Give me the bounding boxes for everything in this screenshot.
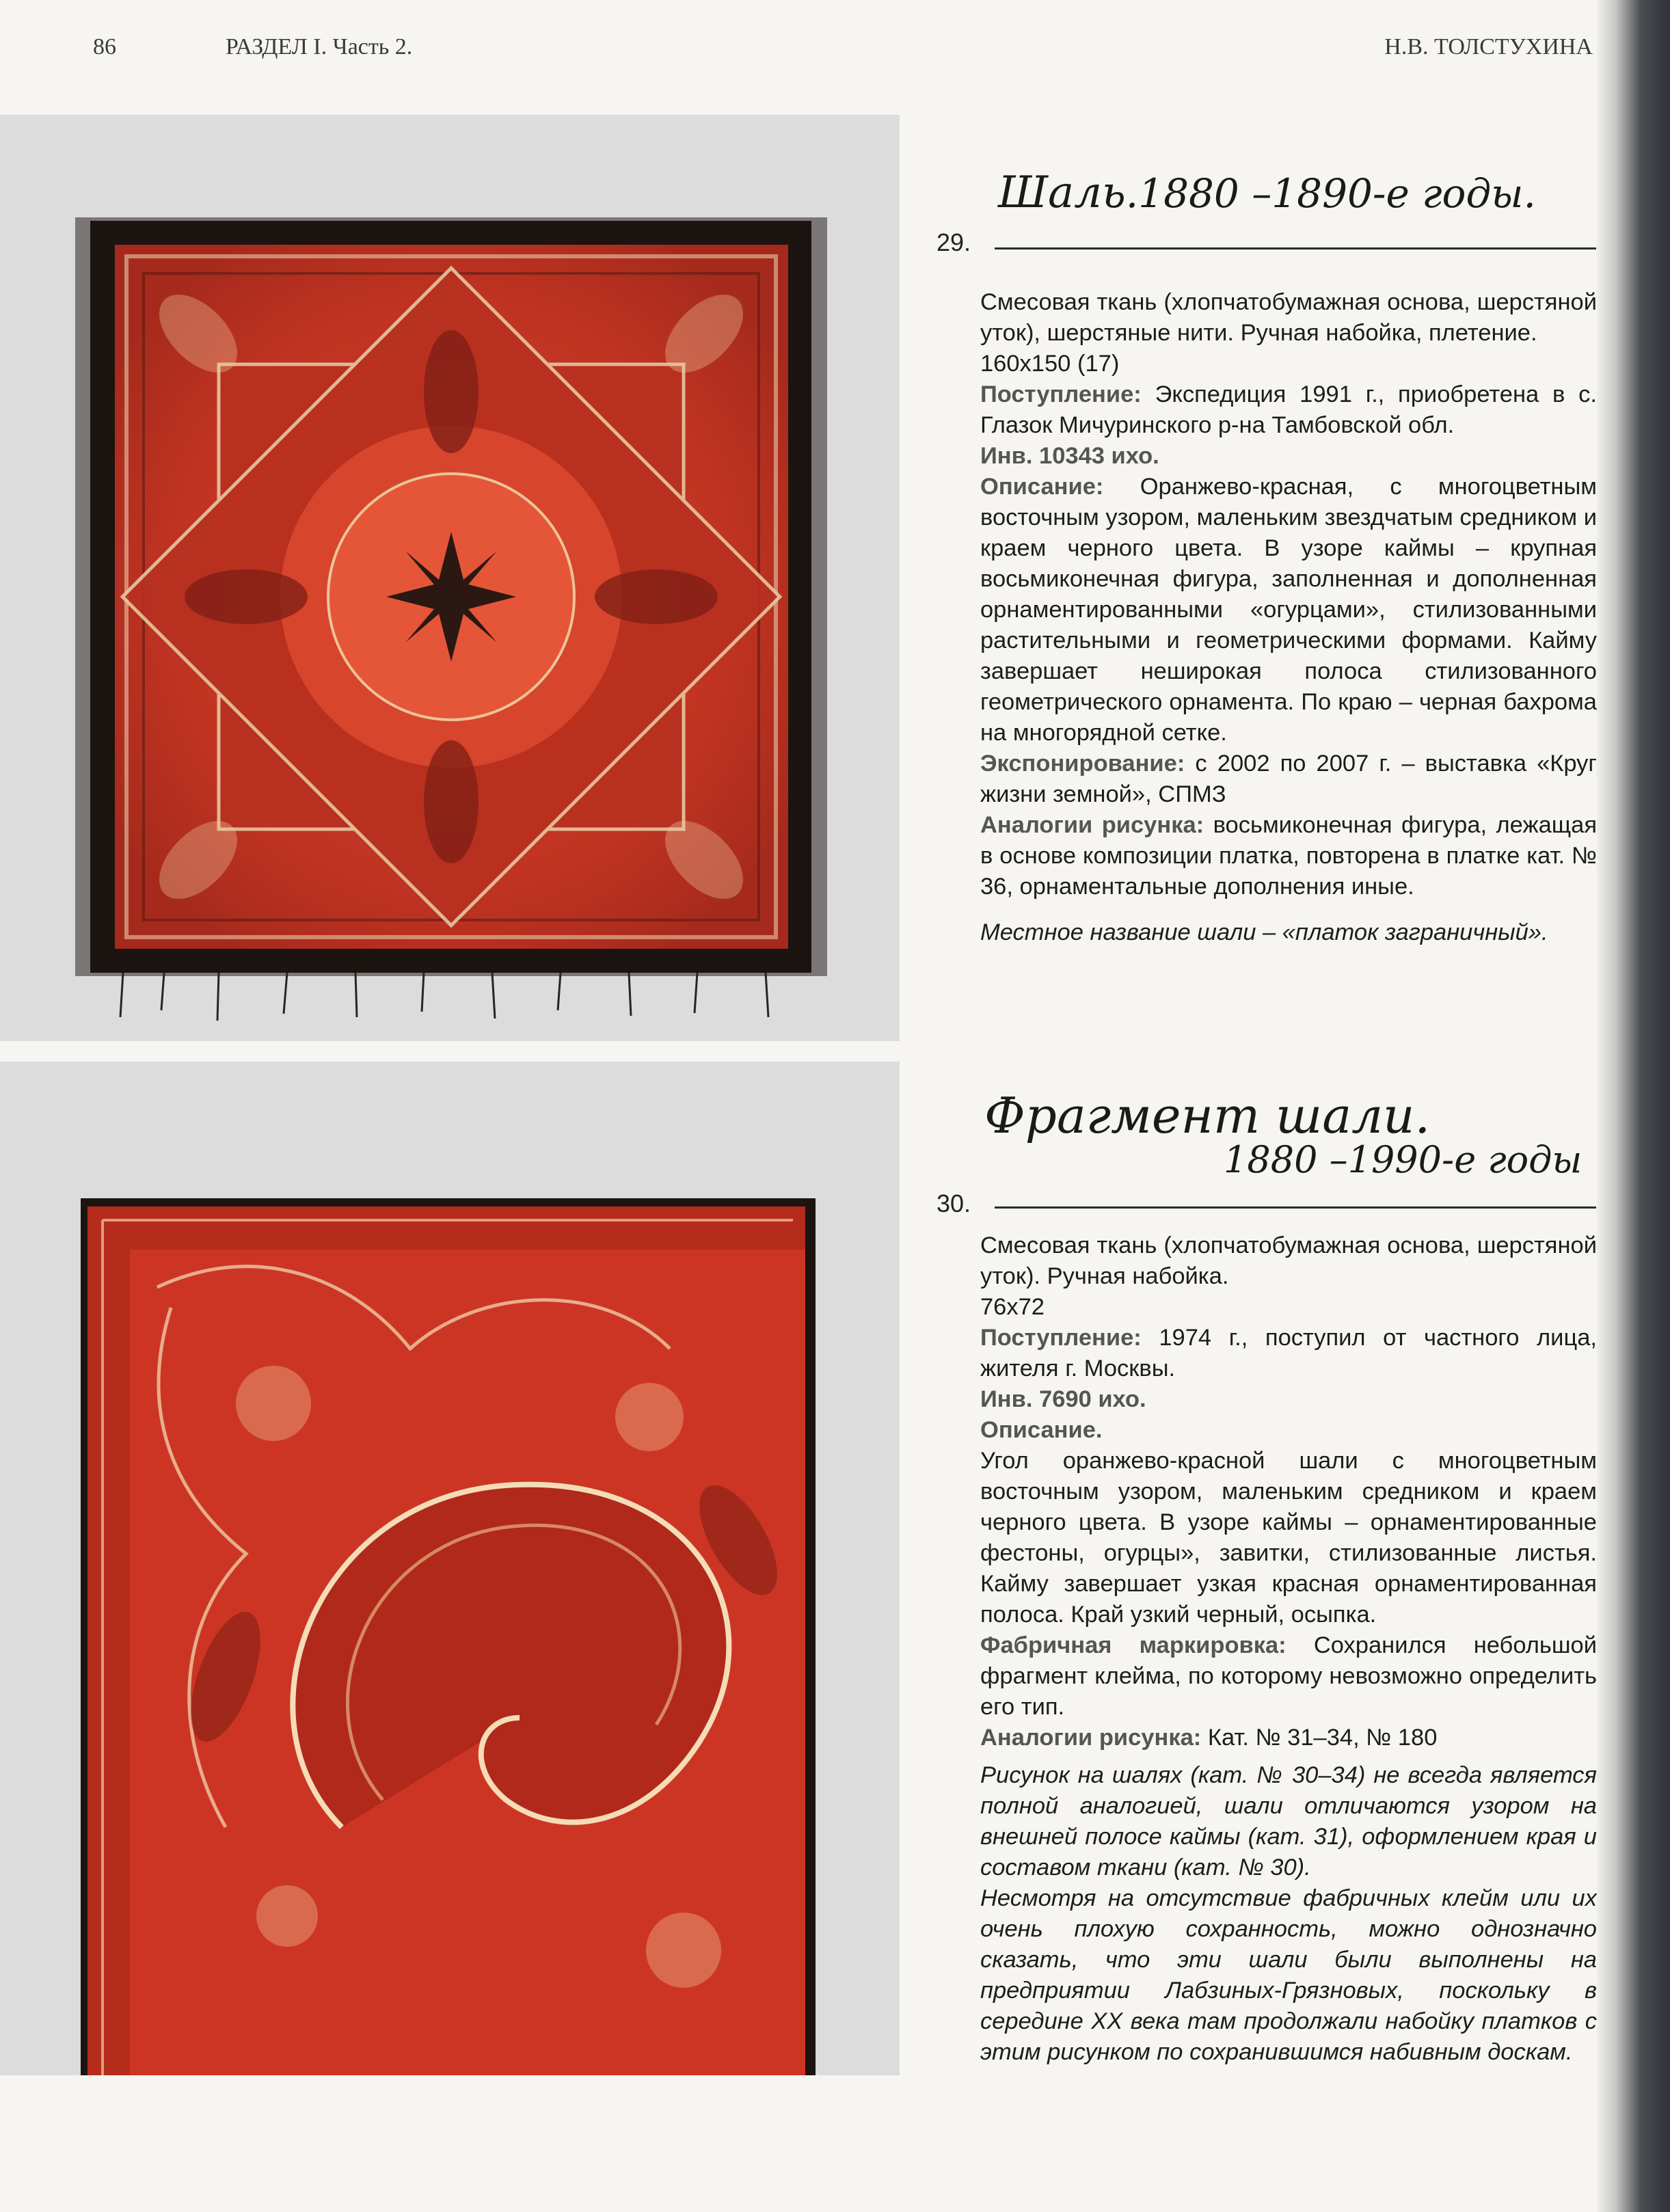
entry-29-description <box>980 472 1597 748</box>
section-label: РАЗДЕЛ I. Часть 2. <box>226 34 413 59</box>
page-header <box>0 34 1600 75</box>
entry-29-title-dates: .1880 –1890-е годы. <box>1125 170 1536 217</box>
entry-30-analogs <box>980 1723 1597 1753</box>
entry-30-note-1: Рисунок на шалях (кат. № 30–34) не всегда является полной аналогией, шали отличаются узором на внешней полосе каймы (кат. 31), оформлением края и составом ткани (кат. № 30). <box>980 1762 1597 1880</box>
entry-30-desc-label <box>980 1415 1597 1446</box>
acq-label: Поступление: <box>980 381 1142 407</box>
acq-text: 1974 г., поступил от частного лица, жителя г. Москвы. <box>980 1325 1597 1381</box>
exh-text: с 2002 по 2007 г. – выставка «Круг жизни земной», СПМЗ <box>980 751 1597 807</box>
entry-30-size: 76х72 <box>980 1294 1045 1320</box>
entry-30-title-script: Фрагмент шали. <box>984 1087 1431 1144</box>
mark-text: Сохранился небольшой фрагмент клейма, по которому невозможно определить его тип. <box>980 1632 1597 1720</box>
entry-30-factory-mark <box>980 1630 1597 1723</box>
shawl-29-photo <box>0 115 900 1041</box>
entry-30-note-2: Несмотря на отсутствие фабричных клейм или их очень плохую сохранность, можно однозначно сказать, что эти шали были выполнены на предприятии Лабзиных-Грязновых, поскольку в середине XX века там продолжали набойку платков с этим рисунком по сохранившимся набивным доскам. <box>980 1885 1597 2065</box>
entry-29-material: Смесовая ткань (хлопчатобумажная основа, шерстяной уток), шерстяные нити. Ручная набойка, плетение. <box>980 289 1597 346</box>
entry-29-number: 29. <box>937 228 971 256</box>
entry-29-rule <box>995 247 1596 249</box>
entry-29-acquisition <box>980 379 1597 441</box>
entry-29-note: Местное название шали – «платок заграничный». <box>980 919 1548 945</box>
analog-label: Аналогии рисунка: <box>980 1725 1202 1751</box>
entry-29-title <box>998 167 1536 218</box>
entry-30-number: 30. <box>937 1189 971 1217</box>
shawl-30-image <box>0 1062 900 2075</box>
desc-label: Описание: <box>980 474 1104 500</box>
inv-text: Инв. 10343 ихо. <box>980 443 1159 469</box>
book-gutter-shadow <box>1597 0 1670 2212</box>
entry-29-exhibition <box>980 748 1597 810</box>
entry-30-material: Смесовая ткань (хлопчатобумажная основа, шерстяной уток). Ручная набойка. <box>980 1232 1597 1289</box>
desc-text: Оранжево-красная, с многоцветным восточным узором, маленьким звездчатым средником и краем черного цвета. В узоре каймы – крупная восьмиконечная фигура, заполненная и дополненная орнаментированными «огурцами», стилизованными растительными и геометрическими формами. Кайму завершает неширокая полоса стилизованного геометрического орнамента. По краю – черная бахрома на многорядной сетке. <box>980 474 1597 746</box>
entry-30-text <box>980 1230 1597 2078</box>
mark-label: Фабричная маркировка: <box>980 1632 1287 1658</box>
shawl-30-photo <box>0 1062 900 2075</box>
entry-29-size: 160х150 (17) <box>980 351 1120 377</box>
page-number: 86 <box>93 34 116 59</box>
entry-30-rule <box>995 1206 1596 1209</box>
desc-label: Описание. <box>980 1417 1103 1443</box>
acq-label: Поступление: <box>980 1325 1142 1351</box>
analog-text: Кат. № 31–34, № 180 <box>1207 1725 1438 1751</box>
acq-text: Экспедиция 1991 г., приобретена в с. Глазок Мичуринского р-на Тамбовской обл. <box>980 381 1597 438</box>
analog-text: восьмиконечная фигура, лежащая в основе композиции платка, повторена в платке кат. № 36, орнаментальные дополнения иные. <box>980 812 1597 900</box>
entry-30-title-dates: 1880 –1990-е годы <box>1224 1138 1583 1181</box>
inv-text: Инв. 7690 ихо. <box>980 1386 1146 1412</box>
shawl-29-image <box>0 115 900 1041</box>
entry-29-text <box>980 287 1597 984</box>
entry-29-analogs <box>980 810 1597 902</box>
entry-29-inventory <box>980 441 1597 472</box>
entry-30-inventory <box>980 1384 1597 1415</box>
exh-label: Экспонирование: <box>980 751 1185 777</box>
entry-30-acquisition <box>980 1323 1597 1384</box>
entry-29-title-script: Шаль <box>998 167 1126 218</box>
analog-label: Аналогии рисунка: <box>980 812 1204 838</box>
author-name: Н.В. ТОЛСТУХИНА <box>1384 34 1593 59</box>
entry-30-description: Угол оранжево-красной шали с многоцветным восточным узором, маленьким средником и краем черного цвета. В узоре каймы – орнаментированные фестоны, огурцы», завитки, стилизованные листья. Кайму завершает узкая красная орнаментированная полоса. Край узкий черный, осыпка. <box>980 1448 1597 1628</box>
